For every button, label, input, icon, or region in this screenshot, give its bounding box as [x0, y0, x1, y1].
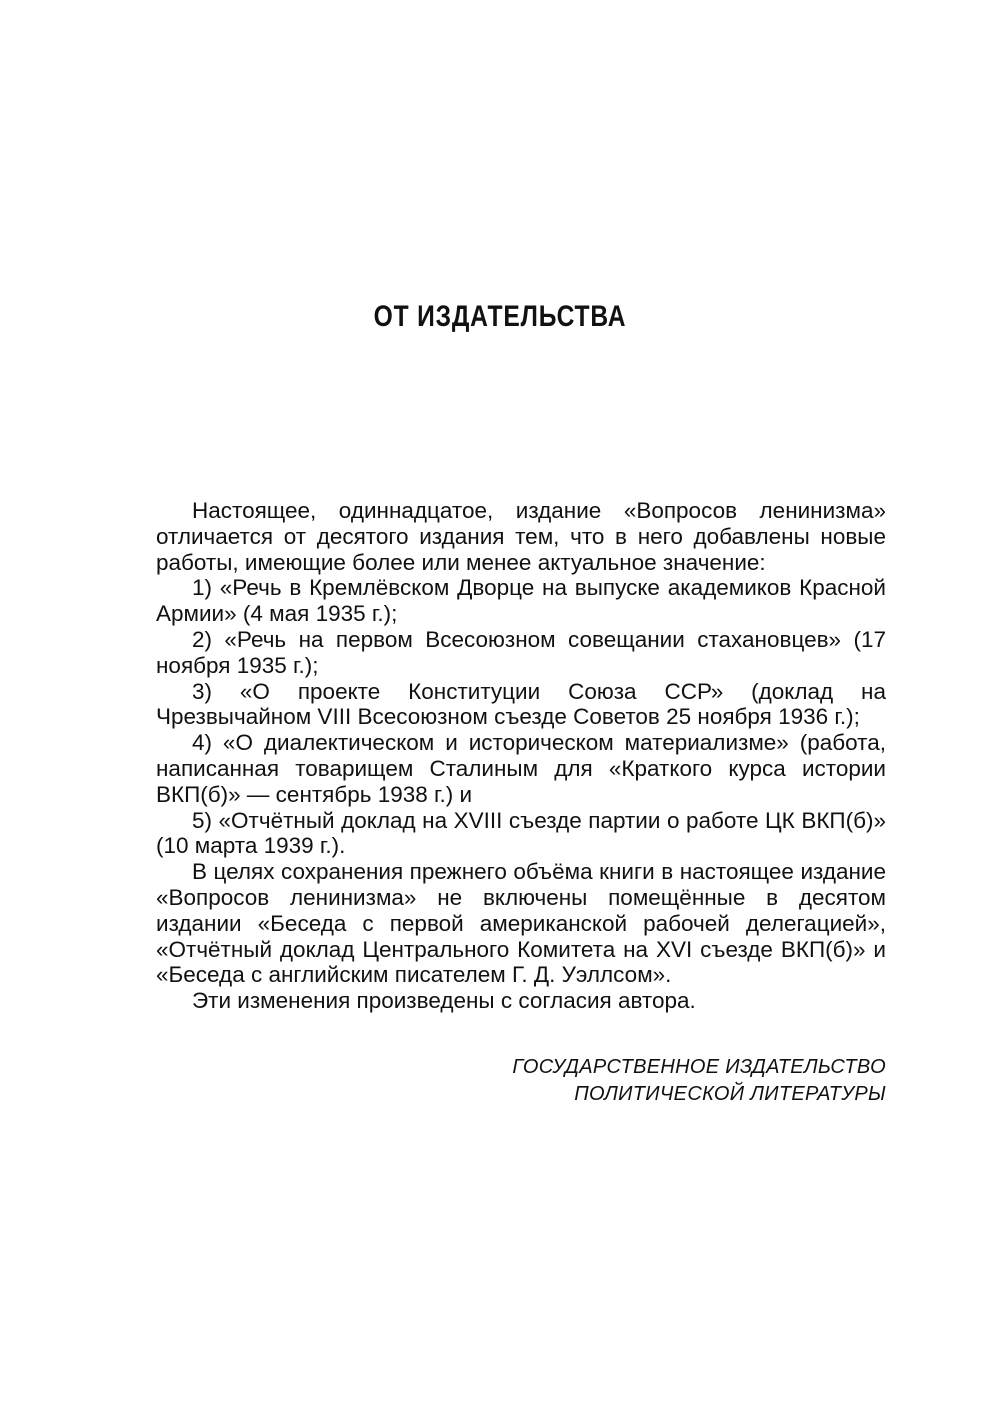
paragraph-consent: Эти изменения произведены с согласия автора. — [192, 988, 696, 1014]
publisher-note-body — [156, 498, 886, 1014]
paragraph-exclusions: В целях сохранения прежнего объёма книги в настоящее издание «Вопросов ленинизма» не включены помещённые в десятом издании «Беседа с первой американской рабочей делегацией», «Отчётный доклад Центрального Комитета на XVI съезде ВКП(б)» и «Беседа с английским писателем Г. Д. Уэллсом». — [156, 859, 886, 988]
signature-line-2: ПОЛИТИЧЕСКОЙ ЛИТЕРАТУРЫ — [574, 1083, 886, 1105]
list-item-3: 3) «О проекте Конституции Союза ССР» (доклад на Чрезвычайном VIII Всесоюзном съезде Советов 25 ноября 1936 г.); — [156, 678, 886, 730]
page-title: ОТ ИЗДАТЕЛЬСТВА — [373, 300, 627, 334]
list-item-5: 5) «Отчётный доклад на XVIII съезде партии о работе ЦК ВКП(б)» (10 марта 1939 г.). — [156, 807, 886, 859]
list-item-1: 1) «Речь в Кремлёвском Дворце на выпуске академиков Красной Армии» (4 мая 1935 г.); — [156, 575, 886, 627]
signature-line-1: ГОСУДАРСТВЕННОЕ ИЗДАТЕЛЬСТВО — [512, 1056, 886, 1078]
paragraph-intro: Настоящее, одиннадцатое, издание «Вопросов ленинизма» отличается от десятого издания тем, что в него добавлены новые работы, имеющие более или менее актуальное значение: — [156, 498, 886, 575]
publisher-signature — [366, 1054, 886, 1108]
list-item-4: 4) «О диалектическом и историческом материализме» (работа, написанная товарищем Сталиным для «Краткого курса истории ВКП(б)» — сентябрь 1938 г.) и — [156, 730, 886, 807]
list-item-2: 2) «Речь на первом Всесоюзном совещании стахановцев» (17 ноября 1935 г.); — [156, 626, 886, 678]
